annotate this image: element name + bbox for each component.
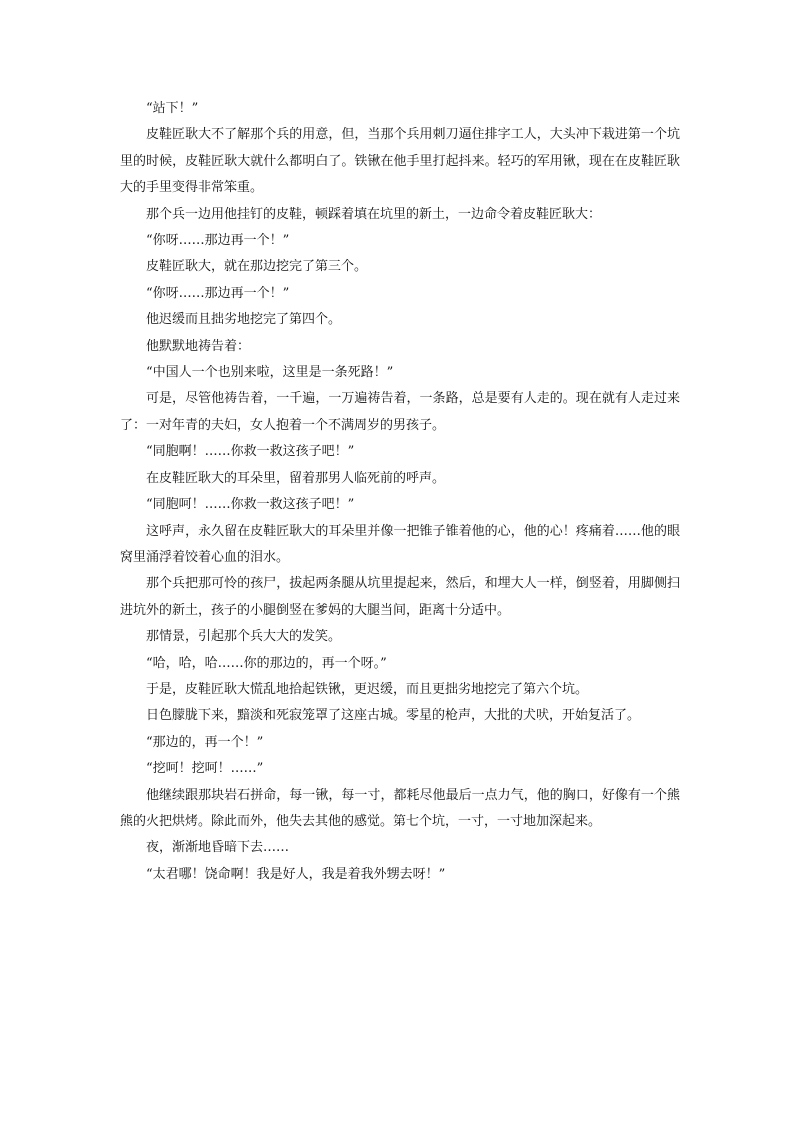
- paragraph: 他默默地祷告着：: [146, 338, 251, 354]
- paragraph: 这呼声，永久留在皮鞋匠耿大的耳朵里并像一把锥子锥着他的心，他的心！疼痛着……他的眼窝里涌浮着饺着心血的泪水。: [120, 523, 680, 565]
- paragraph: “中国人一个也别来啦，这里是一条死路！”: [146, 365, 394, 381]
- document-page: [120, 96, 680, 888]
- paragraph: 日色朦胧下来，黯淡和死寂笼罩了这座古城。零星的枪声，大批的犬吠，开始复活了。: [146, 708, 641, 724]
- paragraph: “同胞呵！……你救一救这孩子吧！”: [146, 497, 355, 513]
- paragraph: “你呀……那边再一个！”: [146, 285, 290, 301]
- paragraph: “站下！”: [146, 101, 199, 116]
- paragraph: 那个兵把那可怜的孩尸，拔起两条腿从坑里提起来，然后，和埋大人一样，倒竖着，用脚侧扫进坑外的新土，孩子的小腿倒竖在爹妈的大腿当间，距离十分适中。: [120, 576, 680, 618]
- paragraph: 那个兵一边用他挂钉的皮鞋，顿踩着填在坑里的新土，一边命令着皮鞋匠耿大：: [146, 206, 602, 222]
- paragraph: 他迟缓而且拙劣地挖完了第四个。: [146, 312, 342, 328]
- paragraph: “挖呵！挖呵！……”: [146, 761, 264, 777]
- paragraph: 可是，尽管他祷告着，一千遍，一万遍祷告着，一条路，总是要有人走的。现在就有人走过来了：一对年青的夫妇，女人抱着一个不满周岁的男孩子。: [120, 391, 680, 433]
- paragraph: 皮鞋匠耿大，就在那边挖完了第三个。: [146, 259, 368, 275]
- paragraph: “哈，哈，哈……你的那边的，再一个呀。”: [146, 655, 387, 671]
- paragraph: 夜，渐渐地昏暗下去……: [146, 840, 290, 856]
- paragraph: “你呀……那边再一个！”: [146, 233, 290, 249]
- paragraph: “那边的，再一个！”: [146, 734, 264, 750]
- paragraph: “同胞啊！……你救一救这孩子吧！”: [146, 444, 355, 460]
- paragraph: 他继续跟那块岩石拼命，每一锹，每一寸，都耗尽他最后一点力气，他的胸口，好像有一个熊熊的火把烘烤。除此而外，他失去其他的感觉。第七个坑，一寸，一寸地加深起来。: [120, 787, 680, 829]
- paragraph: “太君哪！饶命啊！我是好人，我是着我外甥去呀！”: [146, 866, 446, 882]
- paragraph: 于是，皮鞋匠耿大慌乱地拾起铁锹，更迟缓，而且更拙劣地挖完了第六个坑。: [146, 681, 589, 697]
- paragraph: 那情景，引起那个兵大大的发笑。: [146, 629, 342, 645]
- paragraph: 在皮鞋匠耿大的耳朵里，留着那男人临死前的呼声。: [146, 470, 446, 486]
- paragraph: 皮鞋匠耿大不了解那个兵的用意，但，当那个兵用刺刀逼住排字工人，大头冲下栽进第一个坑里的时候，皮鞋匠耿大就什么都明白了。铁锹在他手里打起抖来。轻巧的军用锹，现在在皮鞋匠耿大的手里变得非常笨重。: [120, 127, 680, 196]
